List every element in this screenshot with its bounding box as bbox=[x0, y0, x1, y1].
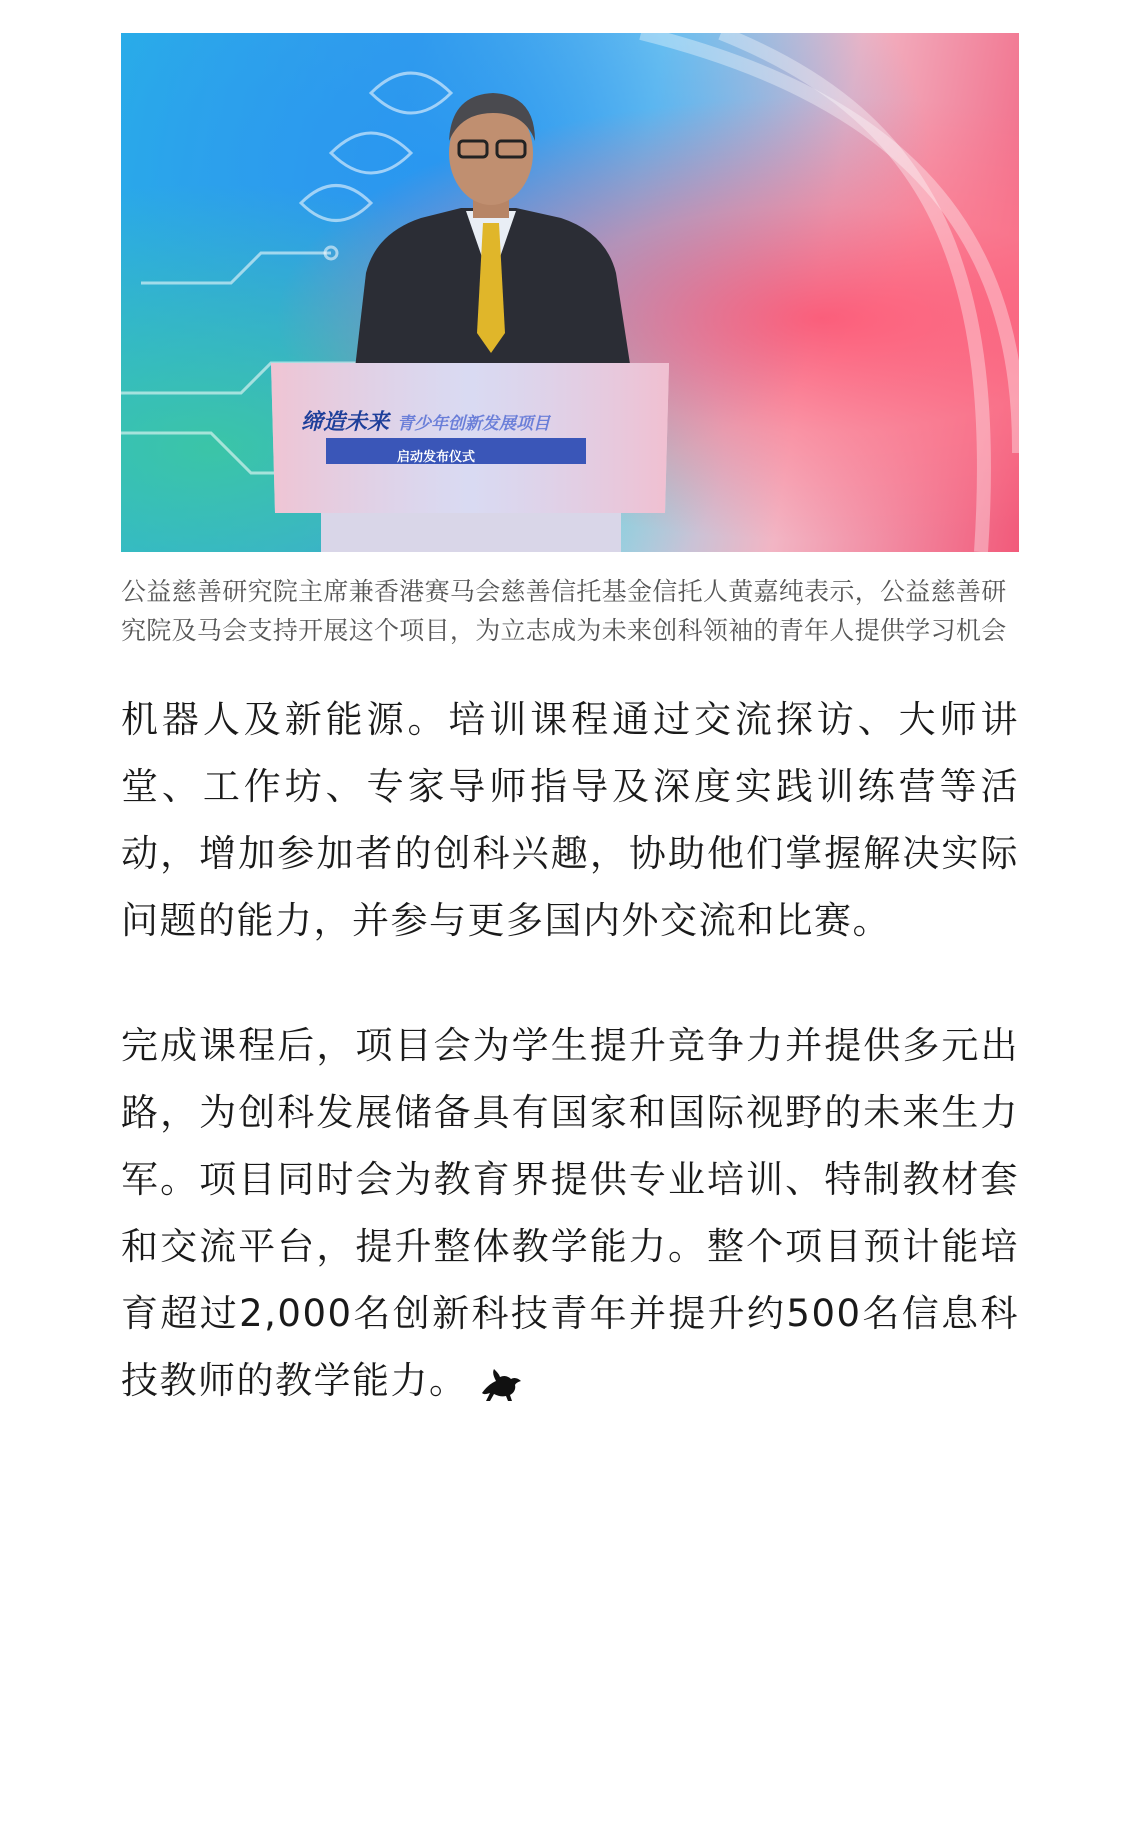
photo-caption: 公益慈善研究院主席兼香港赛马会慈善信托基金信托人黄嘉纯表示，公益慈善研究院及马会支持开展这个项目，为立志成为未来创科领袖的青年人提供学习机会 bbox=[121, 577, 1007, 645]
body-paragraph-1: 机器人及新能源。培训课程通过交流探访、大师讲堂、工作坊、专家导师指导及深度实践训练营等活动，增加参加者的创科兴趣，协助他们掌握解决实际问题的能力，并参与更多国内外交流和比赛。 bbox=[121, 698, 1019, 942]
podium-title bbox=[301, 405, 550, 436]
event-photo bbox=[121, 33, 1019, 552]
podium-banner: 启动发布仪式 bbox=[397, 450, 476, 465]
horse-logo-icon bbox=[478, 1363, 524, 1403]
body-paragraph-2-text: 完成课程后，项目会为学生提升竞争力并提供多元出路，为创科发展储备具有国家和国际视野的未来生力军。项目同时会为教育界提供专业培训、特制教材套和交流平台，提升整体教学能力。整个项目预计能培育超过2,000名创新科技青年并提升约500名信息科技教师的教学能力。 bbox=[121, 1024, 1019, 1402]
photo-illustration bbox=[121, 33, 1019, 552]
podium-title-main: 缔造未来 bbox=[301, 410, 390, 435]
body-paragraph-2 bbox=[121, 1012, 1019, 1414]
podium-title-sub: 青少年创新发展项目 bbox=[397, 414, 551, 434]
swirl-decoration bbox=[641, 33, 1019, 552]
article bbox=[121, 33, 1019, 1414]
